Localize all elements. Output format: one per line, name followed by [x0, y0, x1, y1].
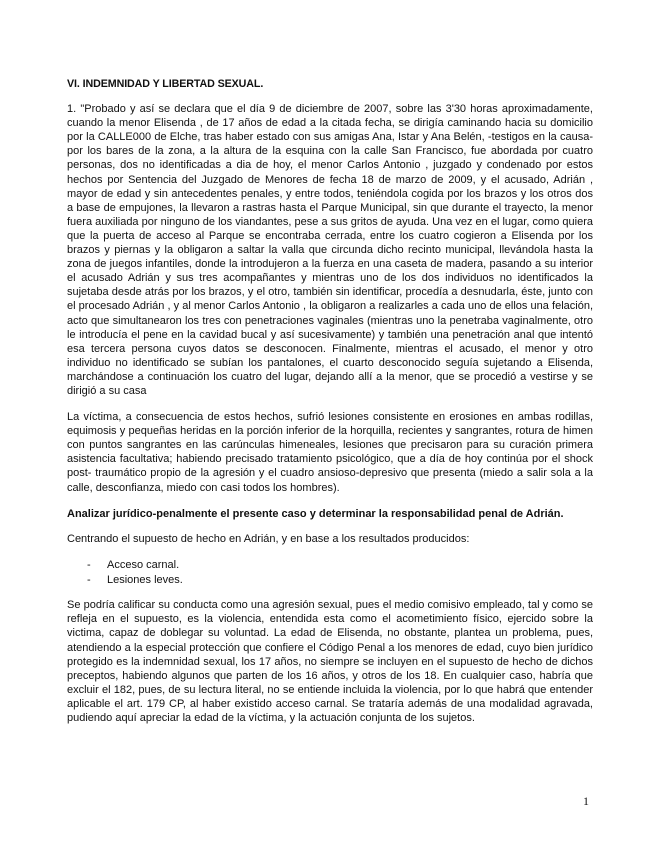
analysis-paragraph: Se podría calificar su conducta como una agresión sexual, pues el medio comisivo empleado, tal y como se refleja en el supuesto, es la violencia, entendida esta como el acometimiento físico, ejercido sobre la victima, capaz de doblegar su voluntad. La edad de Elisenda, no obstante, plantea un problema, pues, atendiendo a la especial protección que confiere el Código Penal a los menores de edad, cuyo bien jurídico protegido es la indemnidad sexual, los 17 años, no siempre se incluyen en el supuesto de hecho de dichos preceptos, habiendo algunos que parten de los 16 años, y otros de los 18. En cualquier caso, habría que excluir el 182, pues, de su lectura literal, no se entiende incluida la violencia, por lo que habrá que entender aplicable el art. 179 CP, al haber existido acceso carnal. Se trataría además de una modalidad agravada, pudiendo aquí apreciar la edad de la víctima, y la actuación conjunta de los sujetos.: [67, 599, 593, 724]
intro-paragraph: Centrando el supuesto de hecho en Adrián, y en base a los resultados producidos:: [67, 533, 470, 546]
question-heading: Analizar jurídico-penalmente el presente caso y determinar la responsabilidad penal de Adrián.: [67, 507, 564, 520]
dash-bullet: -: [87, 559, 91, 572]
facts-paragraph: 1. "Probado y así se declara que el día 9 de diciembre de 2007, sobre las 3'30 horas aproximadamente, cuando la menor Elisenda , de 17 años de edad a la citada fecha, se dirigía caminando hacia su domicilio por la CALLE000 de Elche, tras haber estado con sus amigas Ana, Istar y Ana Belén, -testigos en la causa- por los bares de la zona, a la altura de la esquina con la calle San Francisco, fue abordada por cuatro personas, dos no identificadas a dia de hoy, el menor Carlos Antonio , juzgado y condenado por estos hechos por Sentencia del Juzgado de Menores de fecha 18 de marzo de 2009, y el acusado, Adrián , mayor de edad y sin antecedentes penales, y entre todos, teniéndola cogida por los brazos y los otros dos a base de empujones, la llevaron a rastras hasta el Parque Municipal, sin que durante el trayecto, la menor fuera auxiliada por ninguno de los viandantes, pese a sus gritos de ayuda. Una vez en el lugar, como quiera que la puerta de acceso al Parque se encontraba cerrada, entre los cuatro cogieron a Elisenda por los brazos y piernas y la obligaron a saltar la valla que circunda dicho recinto municipal, llevándola hasta la zona de juegos infantiles, donde la introdujeron a la fuerza en una caseta de madera, pasando a su interior el acusado Adrián y sus tres acompañantes y mientras uno de los dos individuos no identificados la sujetaba desde atrás por los brazos, y el otro, también sin identificar, procedía a desnudarla, éste, junto con el procesado Adrián , y al menor Carlos Antonio , la obligaron a realizarles a cada uno de ellos una felación, acto que simultanearon los tres con penetraciones vaginales (mientras uno la penetraba vaginalmente, otro le introducía el pene en la cavidad bucal y así sucesivamente) y también una penetración anal que intentó esa tercera persona cuyos datos se desconocen. Finalmente, mientras el acusado, el menor y otro individuo no identificado se subían los pantalones, el cuarto desconocido seguía sujetando a Elisenda, marchándose a continuación los cuatro del lugar, dejando allí a la menor, que se procedió a vestirse y se dirigió a su casa: [67, 103, 593, 397]
page-number: 1: [583, 794, 589, 808]
list-item-text: Acceso carnal.: [107, 559, 180, 572]
document-body: [67, 77, 593, 737]
result-list: [67, 558, 593, 587]
list-item: [67, 558, 593, 573]
list-item: [67, 573, 593, 588]
list-item-text: Lesiones leves.: [107, 573, 183, 586]
section-title: VI. INDEMNIDAD Y LIBERTAD SEXUAL.: [67, 78, 264, 90]
injuries-paragraph: La víctima, a consecuencia de estos hechos, sufrió lesiones consistente en erosiones en ambas rodillas, equimosis y pequeñas heridas en la porción inferior de la horquilla, recientes y sangrantes, rotura de himen con puntos sangrantes en las carúnculas himeneales, lesiones que precisaron para su curación primera asistencia facultativa; habiendo precisado tratamiento psicológico, que a día de hoy continúa por el shock post- traumático propio de la agresión y el cuadro ansioso-depresivo que presenta (miedo a salir sola a la calle, desconfianza, miedo con casi todos los hombres).: [67, 411, 593, 494]
dash-bullet: -: [87, 573, 91, 586]
